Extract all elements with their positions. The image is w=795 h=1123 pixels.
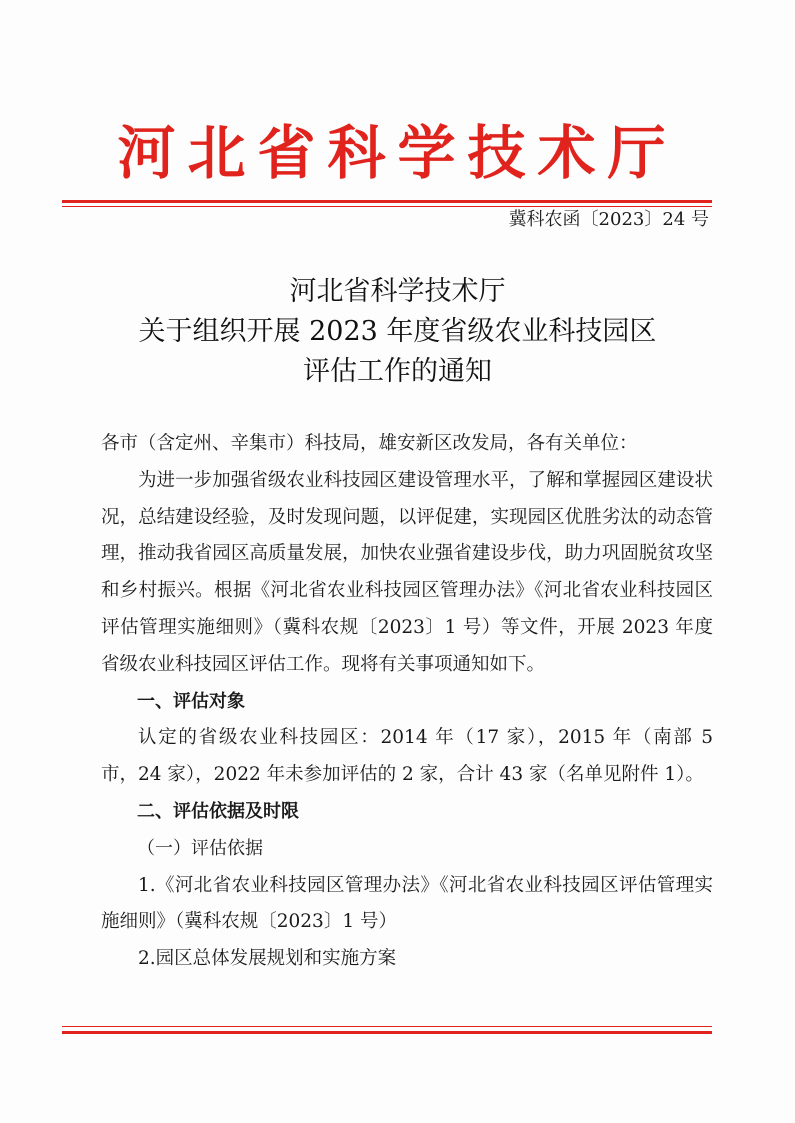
section-2-subheading-1: （一）评估依据 [137,837,263,859]
section-1-text: 认定的省级农业科技园区：2014 年（17 家），2015 年（南部 5 市，24 家），2022 年未参加评估的 2 家，合计 43 家（名单见附件 1）。 [101,727,713,786]
document-title [0,272,795,392]
title-line-3: 评估工作的通知 [303,356,492,387]
intro-paragraph: 为进一步加强省级农业科技园区建设管理水平，了解和掌握园区建设状况，总结建设经验，及时发现问题，以评促建，实现园区优胜劣汰的动态管理，推动我省园区高质量发展，加快农业强省建设步伐，助力巩固脱贫攻坚和乡村振兴。根据《河北省农业科技园区管理办法》《河北省农业科技园区评估管理实施细则》（冀科农规〔2023〕1 号）等文件，开展 2023 年度省级农业科技园区评估工作。现将有关事项通知如下。 [101,469,713,675]
document-body [101,426,713,978]
title-line-2: 关于组织开展 2023 年度省级农业科技园区 [138,316,657,347]
issuer-header: 河北省科学技术厅 [117,119,678,187]
section-1-heading: 一、评估对象 [137,690,245,712]
basis-item-1: 1.《河北省农业科技园区管理办法》《河北省农业科技园区评估管理实施细则》（冀科农规〔2023〕1 号） [101,874,713,933]
title-line-1: 河北省科学技术厅 [289,276,506,307]
header-red-rule-thick [62,200,712,203]
section-2-heading: 二、评估依据及时限 [137,800,299,822]
footer-red-rule-thin [62,1026,712,1027]
salutation: 各市（含定州、辛集市）科技局，雄安新区改发局，各有关单位： [101,433,638,454]
basis-item-2: 2.园区总体发展规划和实施方案 [138,948,397,970]
header-red-rule-thin [62,206,712,207]
footer-red-rule-thick [62,1031,712,1034]
document-number: 冀科农函〔2023〕24 号 [508,209,709,230]
